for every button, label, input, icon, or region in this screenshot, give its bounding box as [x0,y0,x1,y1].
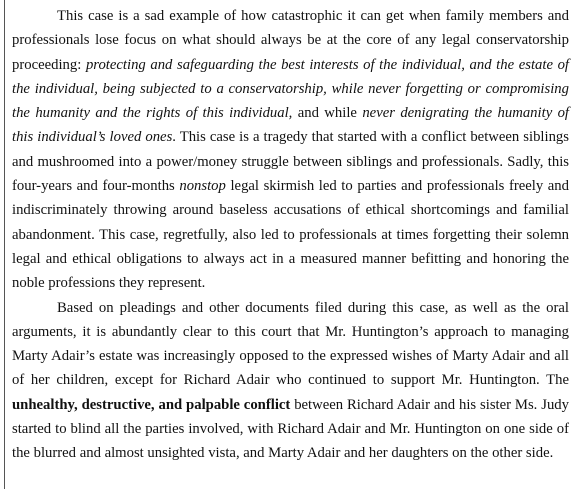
paragraph-2-bold-conflict: unhealthy, destructive, and palpable conflict [12,396,291,413]
paragraph-1-italic-loved-ones: never denigrating the humanity of this individual’s loved ones [12,105,570,146]
paragraph-1-connector: and while [292,105,363,122]
paragraph-court-findings [12,296,569,466]
paragraph-conservatorship-purpose [12,4,569,296]
paragraph-1-italic-nonstop: nonstop [179,178,226,195]
left-margin-line [4,0,5,489]
paragraph-1-italic-best-interests: protecting and safeguarding the best interests of the individual, and the estate of the individual, being subjected to a conservatorship, while never forgetting or compromising the humanity and the rights of this individual, [12,56,569,122]
paragraph-1-continuation: . This case is a tragedy that started with a conflict between siblings and mushroomed into a power/money struggle between siblings and professionals. Sadly, this four-years and four-months [12,129,569,195]
paragraph-1-ending: legal skirmish led to parties and professionals freely and indiscriminately throwing around baseless accusations of ethical shortcomings and familial abandonment. This case, regretfully, also led to professionals at times forgetting their solemn legal and ethical obligations to always act in a measured manner befitting and honoring the noble professions they represent. [12,178,569,292]
paragraph-2-intro: Based on pleadings and other documents filed during this case, as well as the oral arguments, it is abundantly clear to this court that Mr. Huntington’s approach to managing Marty Adair’s estate was increasingly opposed to the expressed wishes of Marty Adair and all of her children, except for Richard Adair who continued to support Mr. Huntington. The [12,299,569,389]
paragraph-2-ending: between Richard Adair and his sister Ms. Judy started to blind all the parties involved, with Richard Adair and Mr. Huntington on one side of the blurred and almost unsighted vista, and Marty Adair and her daughters on the other side. [12,396,569,462]
document-body [12,4,569,466]
paragraph-1-intro: This case is a sad example of how catastrophic it can get when family members and professionals lose focus on what should always be at the core of any legal conservatorship proceeding: [12,8,569,73]
